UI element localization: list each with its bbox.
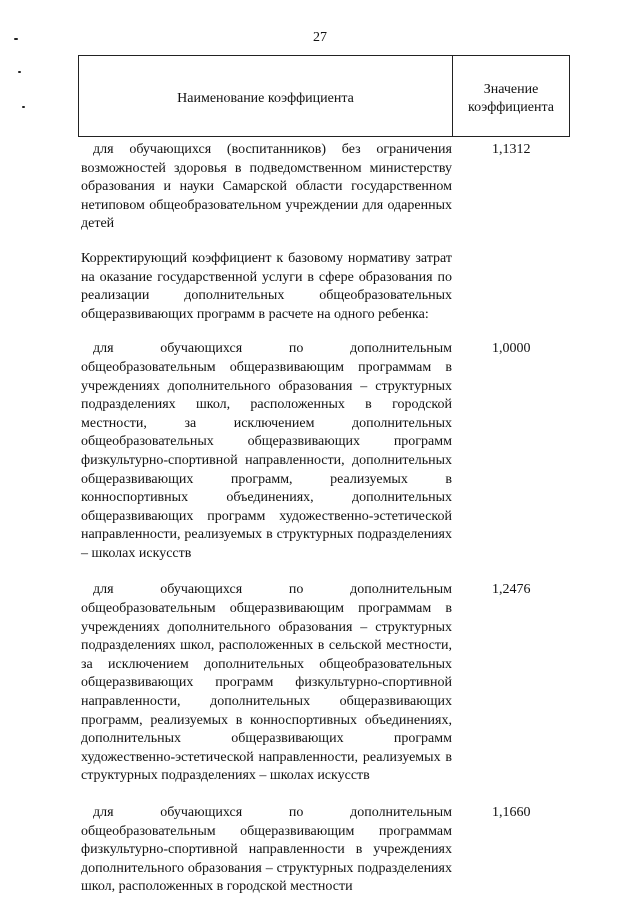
table-row	[78, 804, 570, 897]
coefficient-group-heading	[78, 250, 452, 324]
coefficient-name	[78, 340, 452, 563]
coefficient-value: 1,1312	[492, 142, 531, 157]
coefficient-name-text: для обучающихся по дополнительным общеобразовательным общеразвивающим программам в учреждениях дополнительного образования – структурных подразделениях школ, расположенных в городской местности, за исключением дополнительных общеобразовательных общеразвивающих программ физкультурно-спортивной направленности, дополнительных общеразвивающих программ, реализуемых в конноспортивных объединениях, дополнительных общеразвивающих программ художественно-эстетической направленности, реализуемых в структурных подразделениях – школах искусств	[81, 341, 452, 561]
table-row	[78, 250, 570, 324]
coefficient-name	[78, 581, 452, 786]
table-row	[78, 581, 570, 786]
coefficient-value: 1,1660	[492, 805, 531, 820]
column-header-value-line2: коэффициента	[468, 100, 554, 115]
column-header-value-line1: Значение	[483, 82, 539, 97]
scan-artifact-mark	[22, 106, 25, 108]
column-header-value	[453, 56, 569, 136]
coefficient-value	[452, 250, 570, 324]
table-row	[78, 141, 570, 234]
coefficient-group-heading-text: Корректирующий коэффициент к базовому нормативу затрат на оказание государственной услуги в сфере образования по реализации дополнительных общеобразовательных общеразвивающих программ в расчете на одного ребенка:	[81, 250, 452, 322]
coefficient-name-text: для обучающихся по дополнительным общеобразовательным общеразвивающим программам физкультурно-спортивной направленности в учреждениях дополнительного образования – структурных подразделениях школ, расположенных в городской местности	[81, 805, 452, 895]
table-header	[78, 55, 570, 137]
scan-artifact-mark	[18, 71, 21, 73]
coefficient-name-text: для обучающихся (воспитанников) без ограничения возможностей здоровья в подведомственном министерству образования и науки Самарской области государственном нетиповом общеобразовательном учреждении для одаренных детей	[81, 142, 452, 232]
table-row	[78, 340, 570, 563]
coefficient-name	[78, 804, 452, 897]
page-number: 27	[313, 30, 327, 45]
coefficients-table	[78, 55, 570, 897]
coefficient-name-text: для обучающихся по дополнительным общеобразовательным общеразвивающим программам в учреждениях дополнительного образования – структурных подразделениях школ, расположенных в сельской местности, за исключением дополнительных общеобразовательных общеразвивающих программ физкультурно-спортивной направленности, дополнительных общеразвивающих программ, реализуемых в конноспортивных объединениях, дополнительных общеразвивающих программ художественно-эстетической направленности, реализуемых в структурных подразделениях – школах искусств	[81, 582, 452, 784]
column-header-name: Наименование коэффициента	[79, 56, 453, 136]
coefficient-value: 1,0000	[492, 341, 531, 357]
coefficient-value: 1,2476	[492, 582, 531, 598]
coefficient-name	[78, 141, 452, 234]
